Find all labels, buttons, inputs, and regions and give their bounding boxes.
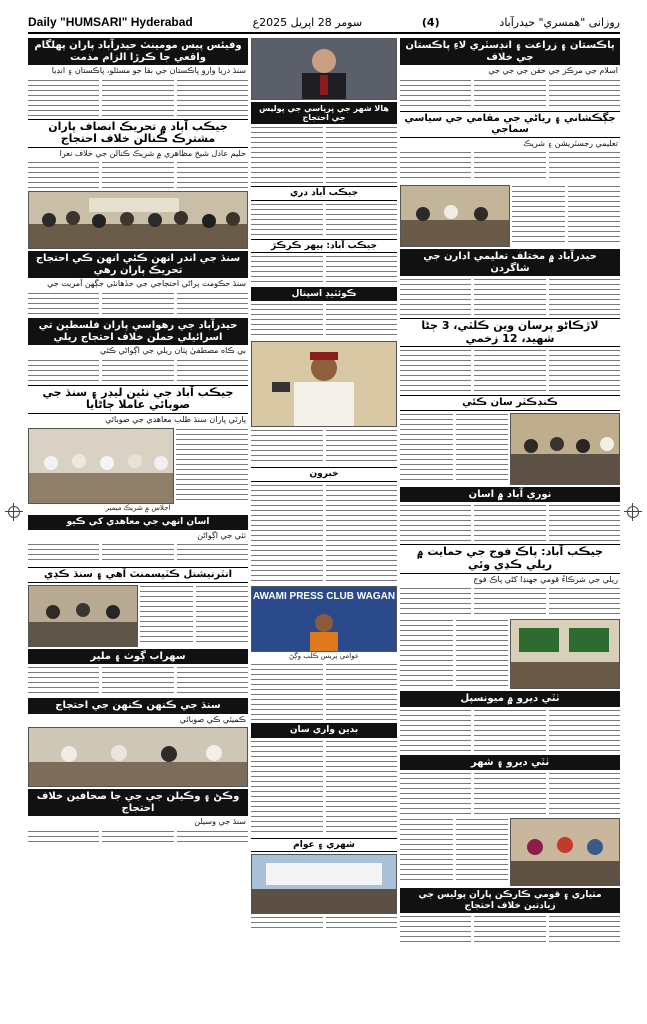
headline: بدين واري سان — [251, 723, 397, 737]
article-text — [512, 183, 620, 245]
article-text — [251, 738, 397, 836]
headline: هالا شهر جي ڀرپاسي جي پوليس جي احتجاج — [251, 102, 397, 124]
masthead-english-title: Daily "HUMSARI" Hyderabad — [28, 15, 193, 29]
subheadline: سنڌ حڪومت پراڻي احتجاجي جي جڏهانئي جڳهن آمريت جي — [47, 279, 246, 289]
headline: انٽرنيشنل ڪٽيسمنٽ آهي ۽ سنڌ ڪڍي — [28, 567, 248, 583]
article-text — [176, 426, 248, 502]
article-text — [251, 482, 397, 584]
headline: ٺٽي ديرو ۾ ميونسپل — [400, 691, 620, 707]
article-text — [400, 502, 620, 542]
subheadline: بي ڪاه مصطفيٰ پٺان ريلي جي اڳواڻي ڪئي — [99, 346, 246, 356]
article-text — [28, 290, 248, 316]
article-text — [400, 770, 620, 816]
article-text — [400, 411, 508, 483]
headline: حيدرآباد ۾ مختلف تعليمي ادارن جي شاگردن — [400, 249, 620, 276]
photo-portrait — [251, 38, 397, 100]
photo-group — [28, 727, 248, 787]
subheadline: ڪميٽي ڪي صوبائي — [179, 714, 246, 724]
photo-speaker — [251, 341, 397, 427]
article-text — [251, 253, 397, 285]
article-text — [400, 617, 508, 687]
article-text — [140, 583, 248, 645]
article-text — [28, 541, 248, 565]
photo-event — [28, 585, 138, 647]
headline: ٺٽي ديرو ۽ شهر — [400, 755, 620, 771]
article-text — [251, 427, 397, 465]
article-text — [400, 347, 620, 393]
subheadline: پارٽي پاران سنڌ طلب معاهدي جي صوبائي — [105, 414, 246, 424]
headline: مٺياري ۽ قومي ڪارڪن پاران پوليس جي زيادتين خلاف احتجاج — [400, 888, 620, 913]
photo-army-rally — [510, 619, 620, 689]
headline: سنڌ جي ڪنهن ڪنهن جي احتجاج — [28, 698, 248, 714]
press-club-banner: AWAMI PRESS CLUB WAGAN — [252, 590, 396, 602]
photo-press-club — [251, 586, 397, 652]
article-text — [400, 816, 508, 884]
article-text — [400, 913, 620, 943]
masthead — [28, 12, 620, 34]
headline: جڳڪشاني ۽ رياڻي جي مقامي جي سياسي سماجي — [400, 111, 620, 138]
article-text — [251, 301, 397, 339]
article-text — [28, 664, 248, 696]
photo-meeting — [28, 428, 174, 504]
headline: جيڪب آباد دري — [251, 186, 397, 200]
headline: ڪنڊڪٽر سان ڪئي — [400, 395, 620, 411]
registration-mark-left — [8, 506, 20, 518]
subheadline: حليم عادل شيخ مظاهري ۾ شريڪ ڪنالن جي خلاف نعرا — [59, 148, 246, 158]
article-text — [400, 707, 620, 753]
subheadline: سنڌ دريا وارو پاڪستان جي بقا جو مسئلو، پاڪستان ۽ انڊيا — [51, 66, 246, 75]
photo-caption: عوامي پريس ڪلب وڳڻ — [289, 651, 359, 660]
article-text — [28, 77, 248, 117]
masthead-sindhi-title: روزانی "همسري" حيدرآباد — [499, 15, 620, 29]
headline: سهراب ڳوٺ ۽ ملير — [28, 649, 248, 665]
right-column — [400, 36, 620, 943]
headline: وڪڻ ۽ وڪيلن جي جي جا صحافين خلاف احتجاج — [28, 789, 248, 816]
article-text — [28, 159, 248, 189]
headline: لاڙڪاڻو پرسان وين ڪلٽي، 3 ڄڻا شهيد، 12 زخمي — [400, 318, 620, 347]
article-text — [400, 149, 620, 183]
headline: پاڪستان ۽ زراعت ۽ انڊسٽري لاءِ پاڪستان جي خلاف — [400, 38, 620, 65]
headline: ڪوئٽيڊ اسپتال — [251, 287, 397, 301]
photo-women-protest — [510, 818, 620, 886]
middle-column — [251, 36, 397, 930]
headline: جيڪب آباد: ٻيهر ڪرڪڙ — [251, 239, 397, 253]
subheadline: ٺٽي جي اڳواڻن — [197, 530, 246, 540]
article-text — [400, 276, 620, 316]
masthead-page-number: (4) — [421, 15, 440, 29]
photo-protest-crowd — [28, 191, 248, 249]
headline: حيدرآباد جي رهواسي پاران فلسطين تي اسرائيلي حملن خلاف احتجاج ريلي — [28, 318, 248, 345]
headline: وفيئس پيس مومينٽ حيدرآباد پاران پهلگام واقعي جا ڪرڙا الزام مذمت — [28, 38, 248, 65]
left-column — [28, 36, 248, 846]
subheadline: تعليمي رجسٽريشن ۽ شريڪ — [523, 138, 618, 148]
headline: خبرون — [251, 467, 397, 481]
photo-gathering — [400, 185, 510, 247]
article-text — [28, 357, 248, 383]
article-text — [28, 828, 248, 846]
article-text — [400, 585, 620, 617]
registration-mark-right — [627, 506, 639, 518]
masthead-date: سومر 28 اپريل 2025ع — [252, 15, 363, 29]
headline: شهري ۽ عوام — [251, 838, 397, 852]
article-text — [251, 914, 397, 930]
headline: جيڪب آباد: پاڪ فوج جي حمايت ۾ ريلي ڪڍي وئي — [400, 544, 620, 573]
article-text — [251, 201, 397, 237]
headline: اسان انهي جي معاهدي کي ڪيو — [28, 515, 248, 529]
subheadline: ريلي جي شرڪاءُ قومي جهنڊا کڻي پاڪ فوج — [473, 574, 618, 584]
article-text — [251, 124, 397, 184]
headline: سنڌ جي اندر انهن ڪئي انهن ڪي احتجاج تحريڪ پاران رهي — [28, 251, 248, 278]
headline: جيڪب آباد ۾ تحريڪ انصاف پاران مشترڪ ڪنالن خلاف احتجاج — [28, 119, 248, 148]
photo-protest-banner — [251, 854, 397, 914]
photo-caption: اجلاس ۾ شريڪ ميمبر — [105, 503, 171, 512]
article-text — [251, 661, 397, 721]
photo-crowd — [510, 413, 620, 485]
subheadline: سنڌ جي وسيلن — [194, 817, 246, 827]
headline: جيڪب آباد جي نئين ليڊر ۽ سنڌ جي صوبائي عاملا ڄاڻايا — [28, 385, 248, 414]
article-text — [400, 77, 620, 109]
headline: نوري آباد ۾ اسان — [400, 487, 620, 503]
subheadline: اسلام جي مرڪز جي حقن جي جي جي — [488, 66, 618, 75]
